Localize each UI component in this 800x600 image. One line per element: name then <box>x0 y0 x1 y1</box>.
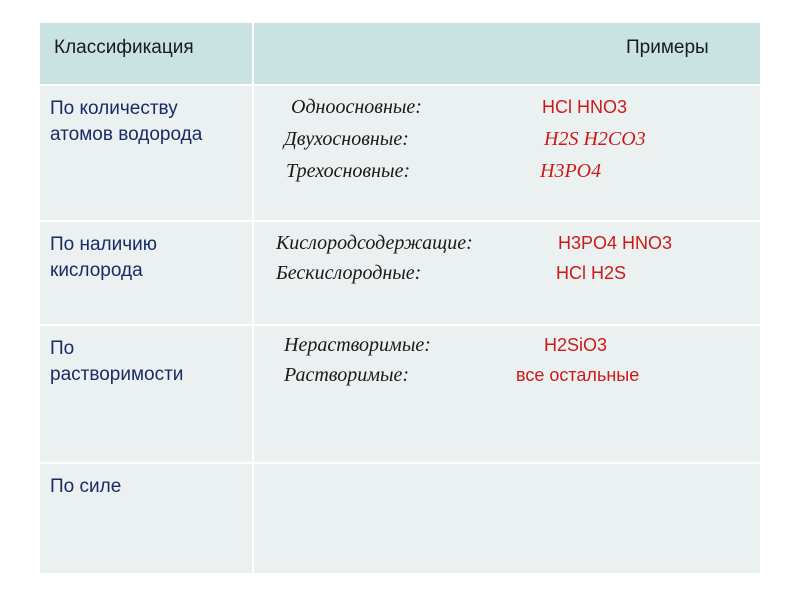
header-classification-label: Классификация <box>54 37 194 58</box>
example-label: Двухосновные: <box>284 128 409 150</box>
classification-cell <box>40 324 254 462</box>
example-label: Бескислородные: <box>276 262 422 284</box>
example-formulas: H2S H2CO3 <box>544 128 646 150</box>
example-label: Растворимые: <box>284 364 410 386</box>
acid-classification-table <box>40 23 760 573</box>
classification-cell <box>40 220 254 324</box>
example-formulas: H2SiO3 <box>544 335 608 355</box>
example-formulas: HCl HNO3 <box>542 97 628 117</box>
table-header-row <box>40 23 760 84</box>
examples-cell <box>254 324 760 462</box>
examples-cell <box>254 462 760 573</box>
example-formulas: все остальные <box>516 365 640 385</box>
header-cell-examples <box>254 23 760 84</box>
header-examples-label: Примеры <box>626 37 709 58</box>
example-label: Нерастворимые: <box>284 334 431 356</box>
examples-cell <box>254 84 760 220</box>
classification-label: По наличию кислорода <box>50 234 158 281</box>
header-cell-classification <box>40 23 254 84</box>
classification-cell <box>40 84 254 220</box>
table-row <box>40 462 760 573</box>
table-row <box>40 84 760 220</box>
example-label: Кислородсодержащие: <box>276 232 473 254</box>
examples-cell <box>254 220 760 324</box>
table-row <box>40 324 760 462</box>
example-label: Одноосновные: <box>291 96 422 118</box>
example-formulas: H3PO4 <box>540 160 602 182</box>
example-formulas: HCl H2S <box>556 263 627 283</box>
classification-label: По количеству атомов водорода <box>50 98 203 145</box>
classification-cell <box>40 462 254 573</box>
classification-label: По силе <box>50 476 122 497</box>
example-label: Трехосновные: <box>286 160 411 182</box>
classification-label: По растворимости <box>50 338 184 385</box>
table-row <box>40 220 760 324</box>
example-formulas: H3PO4 HNO3 <box>558 233 673 253</box>
